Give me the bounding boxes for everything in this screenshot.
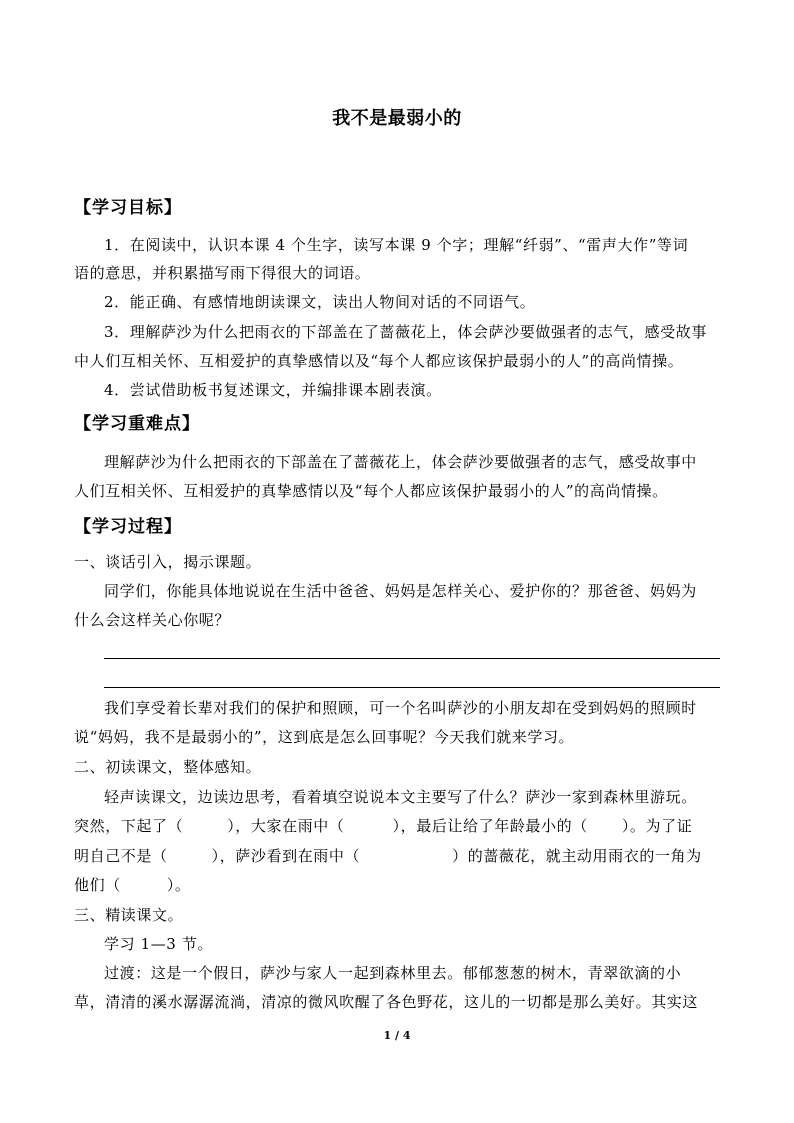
- fill-text: ）。: [166, 876, 191, 894]
- part-3-subtitle: 学习 1—3 节。: [104, 935, 214, 953]
- answer-line-1: [104, 658, 720, 659]
- goals-item-1-line-2: 语的意思，并积累描写雨下得很大的词语。: [74, 264, 371, 282]
- fill-text: ），最后让给了年龄最小的（: [392, 817, 588, 835]
- key-points-line-2: 人们互相关怀、互相爱护的真挚感情以及“每个人都应该保护最弱小的人”的高尚情操。: [74, 482, 668, 500]
- part-2-fill-line-2: [74, 815, 724, 836]
- part-2-title: 二、初读课文，整体感知。: [74, 758, 262, 776]
- goals-item-3-line-1: 3．理解萨沙为什么把雨衣的下部盖在了蔷薇花上，体会萨沙要做强者的志气，感受故事: [104, 323, 707, 341]
- fill-text: ）的蔷薇花，就主动用雨衣的一角为: [452, 847, 702, 865]
- part-1-paragraph-line-1: 我们享受着长辈对我们的保护和照顾，可一个名叫萨沙的小朋友却在受到妈妈的照顾时: [104, 699, 697, 717]
- part-3-title: 三、精读课文。: [74, 906, 184, 924]
- fill-text: 明自己不是（: [74, 847, 168, 865]
- part-3-line-1: 过渡：这是一个假日，萨沙与家人一起到森林里去。郁郁葱葱的树木，青翠欲滴的小: [104, 964, 682, 982]
- page-number: 1 / 4: [383, 1029, 411, 1042]
- process-heading: 【学习过程】: [74, 517, 182, 537]
- part-1-title: 一、谈话引入，揭示课题。: [74, 553, 262, 571]
- part-2-line-1: 轻声读课文，边读边思考，看着填空说说本文主要写了什么？萨沙一家到森林里游玩。: [104, 788, 697, 806]
- fill-text: 突然，下起了（: [74, 817, 184, 835]
- goals-item-1-line-1: 1．在阅读中，认识本课 4 个生字，读写本课 9 个字；理解“纤弱”、“雷声大作”等词: [104, 236, 689, 254]
- fill-text: 他们（: [74, 876, 121, 894]
- part-1-paragraph-line-2: 说“妈妈，我不是最弱小的”，这到底是怎么回事呢？今天我们就来学习。: [74, 728, 575, 746]
- part-1-question-line-1: 同学们，你能具体地说说在生活中爸爸、妈妈是怎样关心、爱护你的？那爸爸、妈妈为: [104, 582, 697, 600]
- document-title: 我不是最弱小的: [332, 108, 462, 129]
- goals-item-2: 2．能正确、有感情地朗读课文，读出人物间对话的不同语气。: [104, 293, 536, 311]
- part-2-fill-line-4: [74, 874, 724, 895]
- goals-item-3-line-2: 中人们互相关怀、互相爱护的真挚感情以及“每个人都应该保护最弱小的人”的高尚情操。: [74, 352, 684, 370]
- part-2-fill-line-3: [74, 845, 724, 866]
- part-3-line-2: 草，清清的溪水潺潺流淌，清凉的微风吹醒了各色野花，这儿的一切都是那么美好。其实这: [74, 993, 699, 1011]
- key-points-line-1: 理解萨沙为什么把雨衣的下部盖在了蔷薇花上，体会萨沙要做强者的志气，感受故事中: [104, 453, 697, 471]
- goals-item-4: 4．尝试借助板书复述课文，并编排课本剧表演。: [104, 381, 442, 399]
- fill-text: ）。为了证: [621, 817, 693, 835]
- fill-text: ），萨沙看到在雨中（: [211, 847, 361, 865]
- key-points-heading: 【学习重难点】: [74, 414, 200, 434]
- part-1-question-line-2: 什么会这样关心你呢？: [74, 611, 231, 629]
- fill-text: ），大家在雨中（: [227, 817, 345, 835]
- goals-heading: 【学习目标】: [74, 198, 182, 218]
- answer-line-2: [104, 687, 720, 688]
